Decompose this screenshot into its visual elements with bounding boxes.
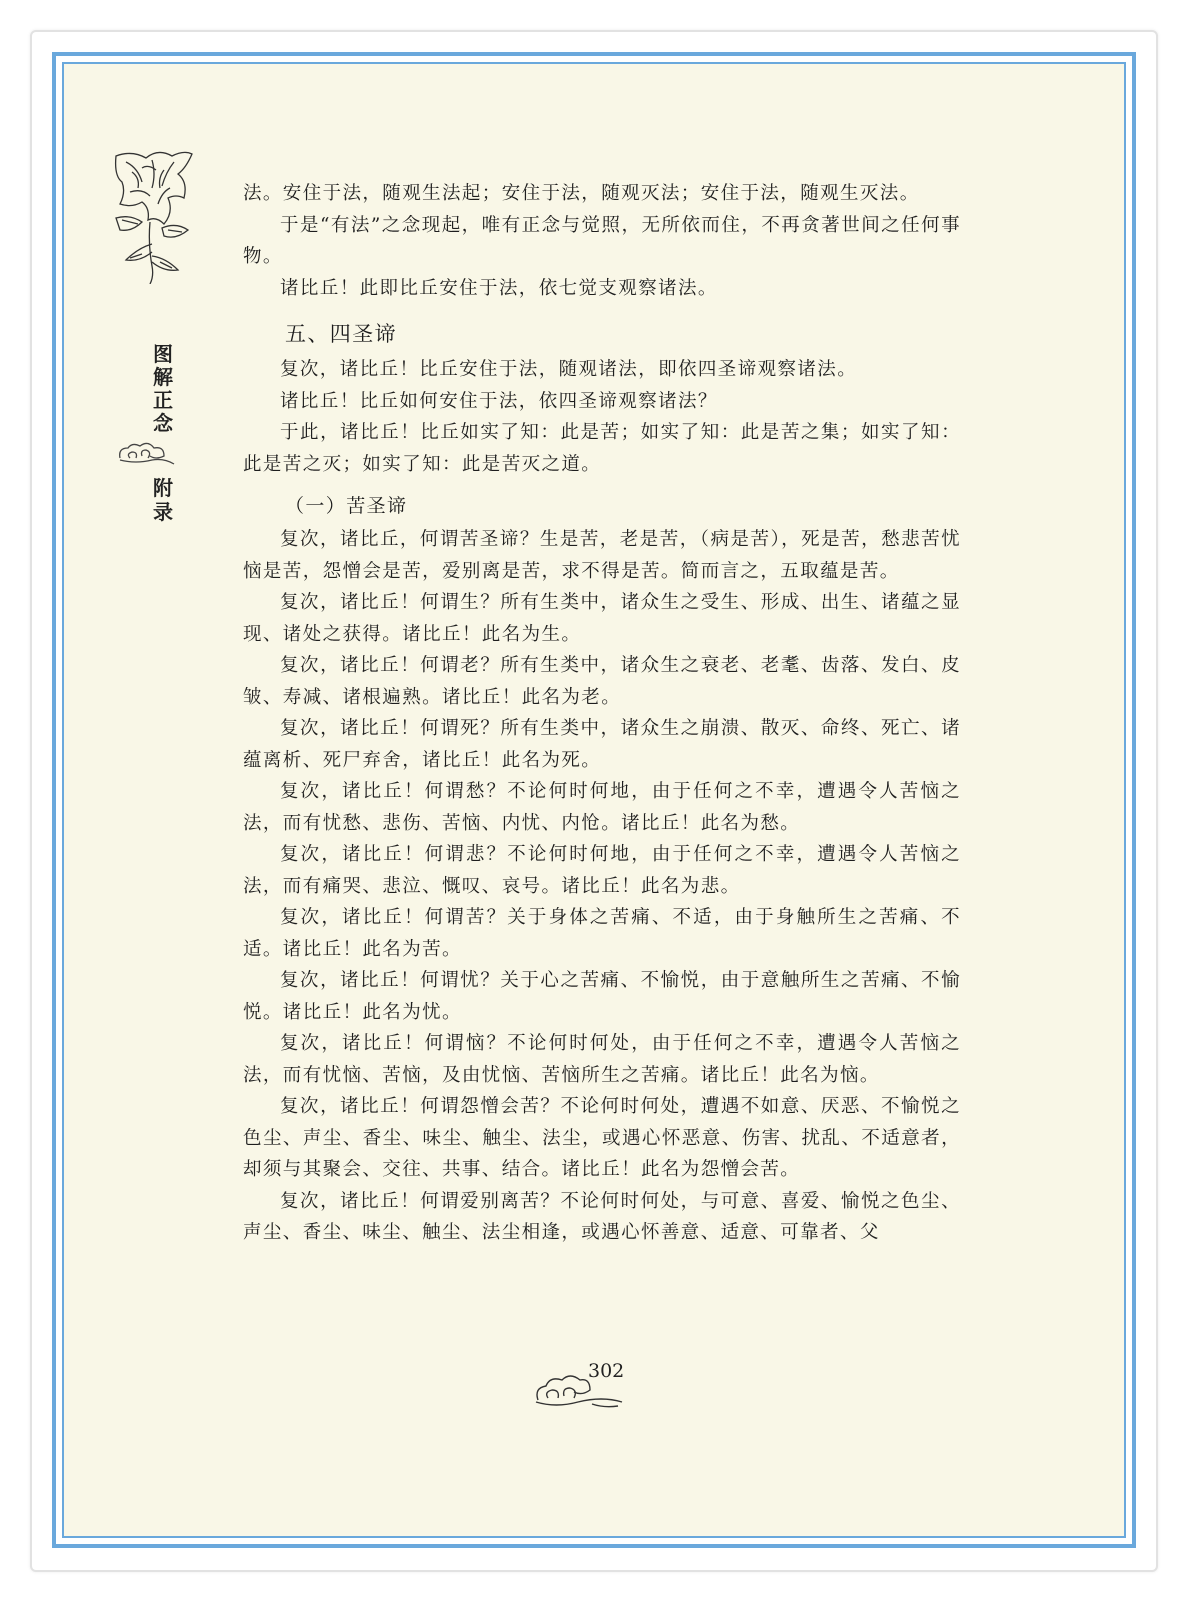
paragraph: 复次，诸比丘，何谓苦圣谛？生是苦，老是苦，（病是苦），死是苦，愁悲苦忧恼是苦，怨憎会是苦，爱别离是苦，求不得是苦。简而言之，五取蕴是苦。 — [243, 529, 961, 582]
paragraph: 复次，诸比丘！比丘安住于法，随观诸法，即依四圣谛观察诸法。 — [280, 359, 858, 380]
appendix-char: 附 — [153, 476, 173, 500]
paragraph: 复次，诸比丘！何谓苦？关于身体之苦痛、不适，由于身触所生之苦痛、不适。诸比丘！此名为苦。 — [243, 907, 961, 960]
running-title-char: 图 — [153, 342, 173, 366]
running-title-char: 念 — [153, 411, 173, 435]
paragraph: 法。安住于法，随观生法起；安住于法，随观灭法；安住于法，随观生灭法。 — [243, 183, 920, 204]
paragraph: 复次，诸比丘！何谓忧？关于心之苦痛、不愉悦，由于意触所生之苦痛、不愉悦。诸比丘！此名为忧。 — [243, 970, 961, 1023]
paragraph: 复次，诸比丘！何谓悲？不论何时何地，由于任何之不幸，遭遇令人苦恼之法，而有痛哭、悲泣、慨叹、哀号。诸比丘！此名为悲。 — [243, 844, 961, 897]
subsection-heading: （一）苦圣谛 — [285, 495, 408, 517]
paragraph: 复次，诸比丘！何谓生？所有生类中，诸众生之受生、形成、出生、诸蕴之显现、诸处之获得。诸比丘！此名为生。 — [243, 592, 961, 645]
footer-cloud-ornament-icon — [532, 1372, 624, 1412]
paragraph: 于是“有法”之念现起，唯有正念与觉照，无所依而住，不再贪著世间之任何事物。 — [243, 214, 961, 267]
cloud-ornament-icon — [116, 440, 176, 468]
appendix-char: 录 — [153, 500, 173, 524]
paragraph: 复次，诸比丘！何谓爱别离苦？不论何时何处，与可意、喜爱、愉悦之色尘、声尘、香尘、味尘、触尘、法尘相逢，或遇心怀善意、适意、可靠者、父 — [243, 1190, 961, 1243]
page-number: 302 — [588, 1360, 625, 1382]
section-heading: 五、四圣谛 — [285, 322, 397, 346]
running-title-vertical — [150, 343, 176, 435]
paragraph: 复次，诸比丘！何谓愁？不论何时何地，由于任何之不幸，遭遇令人苦恼之法，而有忧愁、悲伤、苦恼、内忧、内怆。诸比丘！此名为愁。 — [243, 781, 961, 834]
paragraph: 复次，诸比丘！何谓怨憎会苦？不论何时何处，遭遇不如意、厌恶、不愉悦之色尘、声尘、香尘、味尘、触尘、法尘，或遇心怀恶意、伤害、扰乱、不适意者，却须与其聚会、交往、共事、结合。诸比丘！此名为怨憎会苦。 — [243, 1096, 961, 1180]
paragraph: 复次，诸比丘！何谓死？所有生类中，诸众生之崩溃、散灭、命终、死亡、诸蕴离析、死尸弃舍，诸比丘！此名为死。 — [243, 718, 961, 771]
running-title-char: 解 — [153, 365, 173, 389]
lotus-ornament-icon — [112, 148, 194, 284]
running-appendix-vertical — [150, 476, 176, 524]
running-title-char: 正 — [153, 388, 173, 412]
main-text — [243, 178, 961, 1249]
paragraph: 复次，诸比丘！何谓恼？不论何时何处，由于任何之不幸，遭遇令人苦恼之法，而有忧恼、苦恼，及由忧恼、苦恼所生之苦痛。诸比丘！此名为恼。 — [243, 1033, 961, 1086]
paragraph: 于此，诸比丘！比丘如实了知：此是苦；如实了知：此是苦之集；如实了知：此是苦之灭；如实了知：此是苦灭之道。 — [243, 422, 961, 475]
paragraph: 诸比丘！比丘如何安住于法，依四圣谛观察诸法？ — [280, 390, 718, 412]
paragraph: 诸比丘！此即比丘安住于法，依七觉支观察诸法。 — [280, 277, 718, 299]
paragraph: 复次，诸比丘！何谓老？所有生类中，诸众生之衰老、老耄、齿落、发白、皮皱、寿减、诸根遍熟。诸比丘！此名为老。 — [243, 655, 961, 708]
